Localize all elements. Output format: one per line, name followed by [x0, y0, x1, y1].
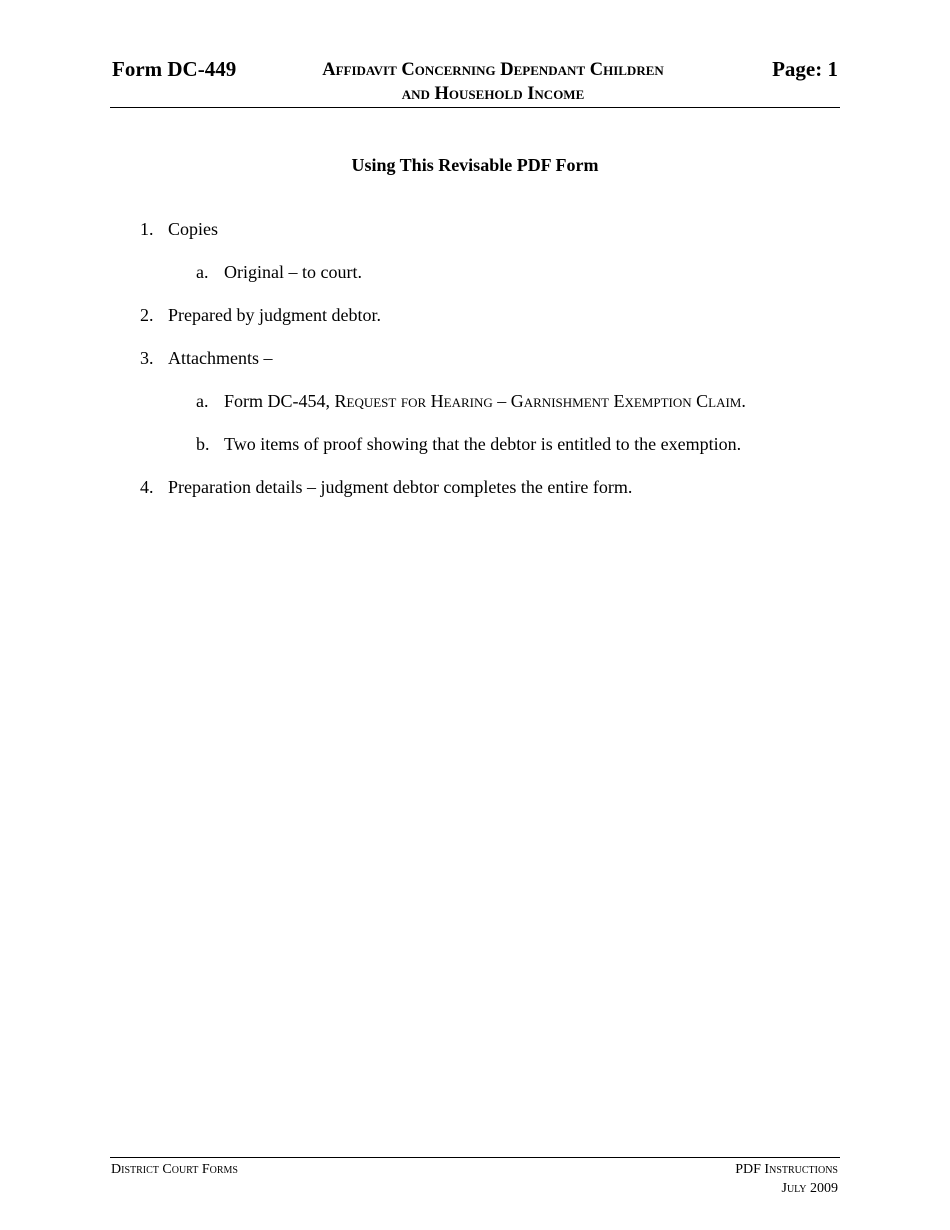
list-item-text-suffix: . — [741, 391, 746, 411]
list-item-2 — [140, 303, 381, 327]
form-id: Form DC-449 — [112, 57, 237, 81]
list-item-3b — [196, 432, 741, 456]
referenced-form-title: Request for Hearing – Garnishment Exemption Claim — [334, 391, 742, 411]
list-item-text: Preparation details – judgment debtor completes the entire form. — [168, 477, 633, 497]
list-marker: 2. — [140, 305, 154, 325]
list-marker: 4. — [140, 477, 154, 497]
list-item-text: Attachments – — [168, 348, 273, 368]
list-item-text: Copies — [168, 219, 219, 239]
page-footer — [110, 1157, 840, 1196]
list-item-4 — [140, 475, 632, 499]
list-marker: a. — [196, 391, 209, 411]
form-title — [260, 58, 726, 106]
list-item-text: Original – to court. — [224, 262, 362, 282]
footer-left-text: District Court Forms — [111, 1162, 238, 1177]
list-item-1 — [140, 217, 218, 241]
list-marker: a. — [196, 262, 209, 282]
list-item-text-prefix: Form DC-454, — [224, 391, 335, 411]
page-header — [110, 56, 840, 108]
list-marker: 3. — [140, 348, 154, 368]
form-title-line-1: Affidavit Concerning Dependant Children — [322, 60, 664, 80]
list-marker: 1. — [140, 219, 154, 239]
form-title-line-2: and Household Income — [401, 84, 585, 104]
footer-date: July 2009 — [781, 1181, 838, 1196]
list-item-text: Two items of proof showing that the debtor is entitled to the exemption. — [224, 434, 742, 454]
footer-doc-type: PDF Instructions — [735, 1162, 838, 1177]
list-item-3a — [196, 389, 746, 413]
list-item-text: Prepared by judgment debtor. — [168, 305, 381, 325]
document-heading: Using This Revisable PDF Form — [351, 155, 599, 175]
list-item-1a — [196, 260, 362, 284]
page-number: Page: 1 — [772, 57, 838, 81]
list-item-3 — [140, 346, 272, 370]
list-marker: b. — [196, 434, 210, 454]
footer-right-text — [735, 1160, 838, 1198]
